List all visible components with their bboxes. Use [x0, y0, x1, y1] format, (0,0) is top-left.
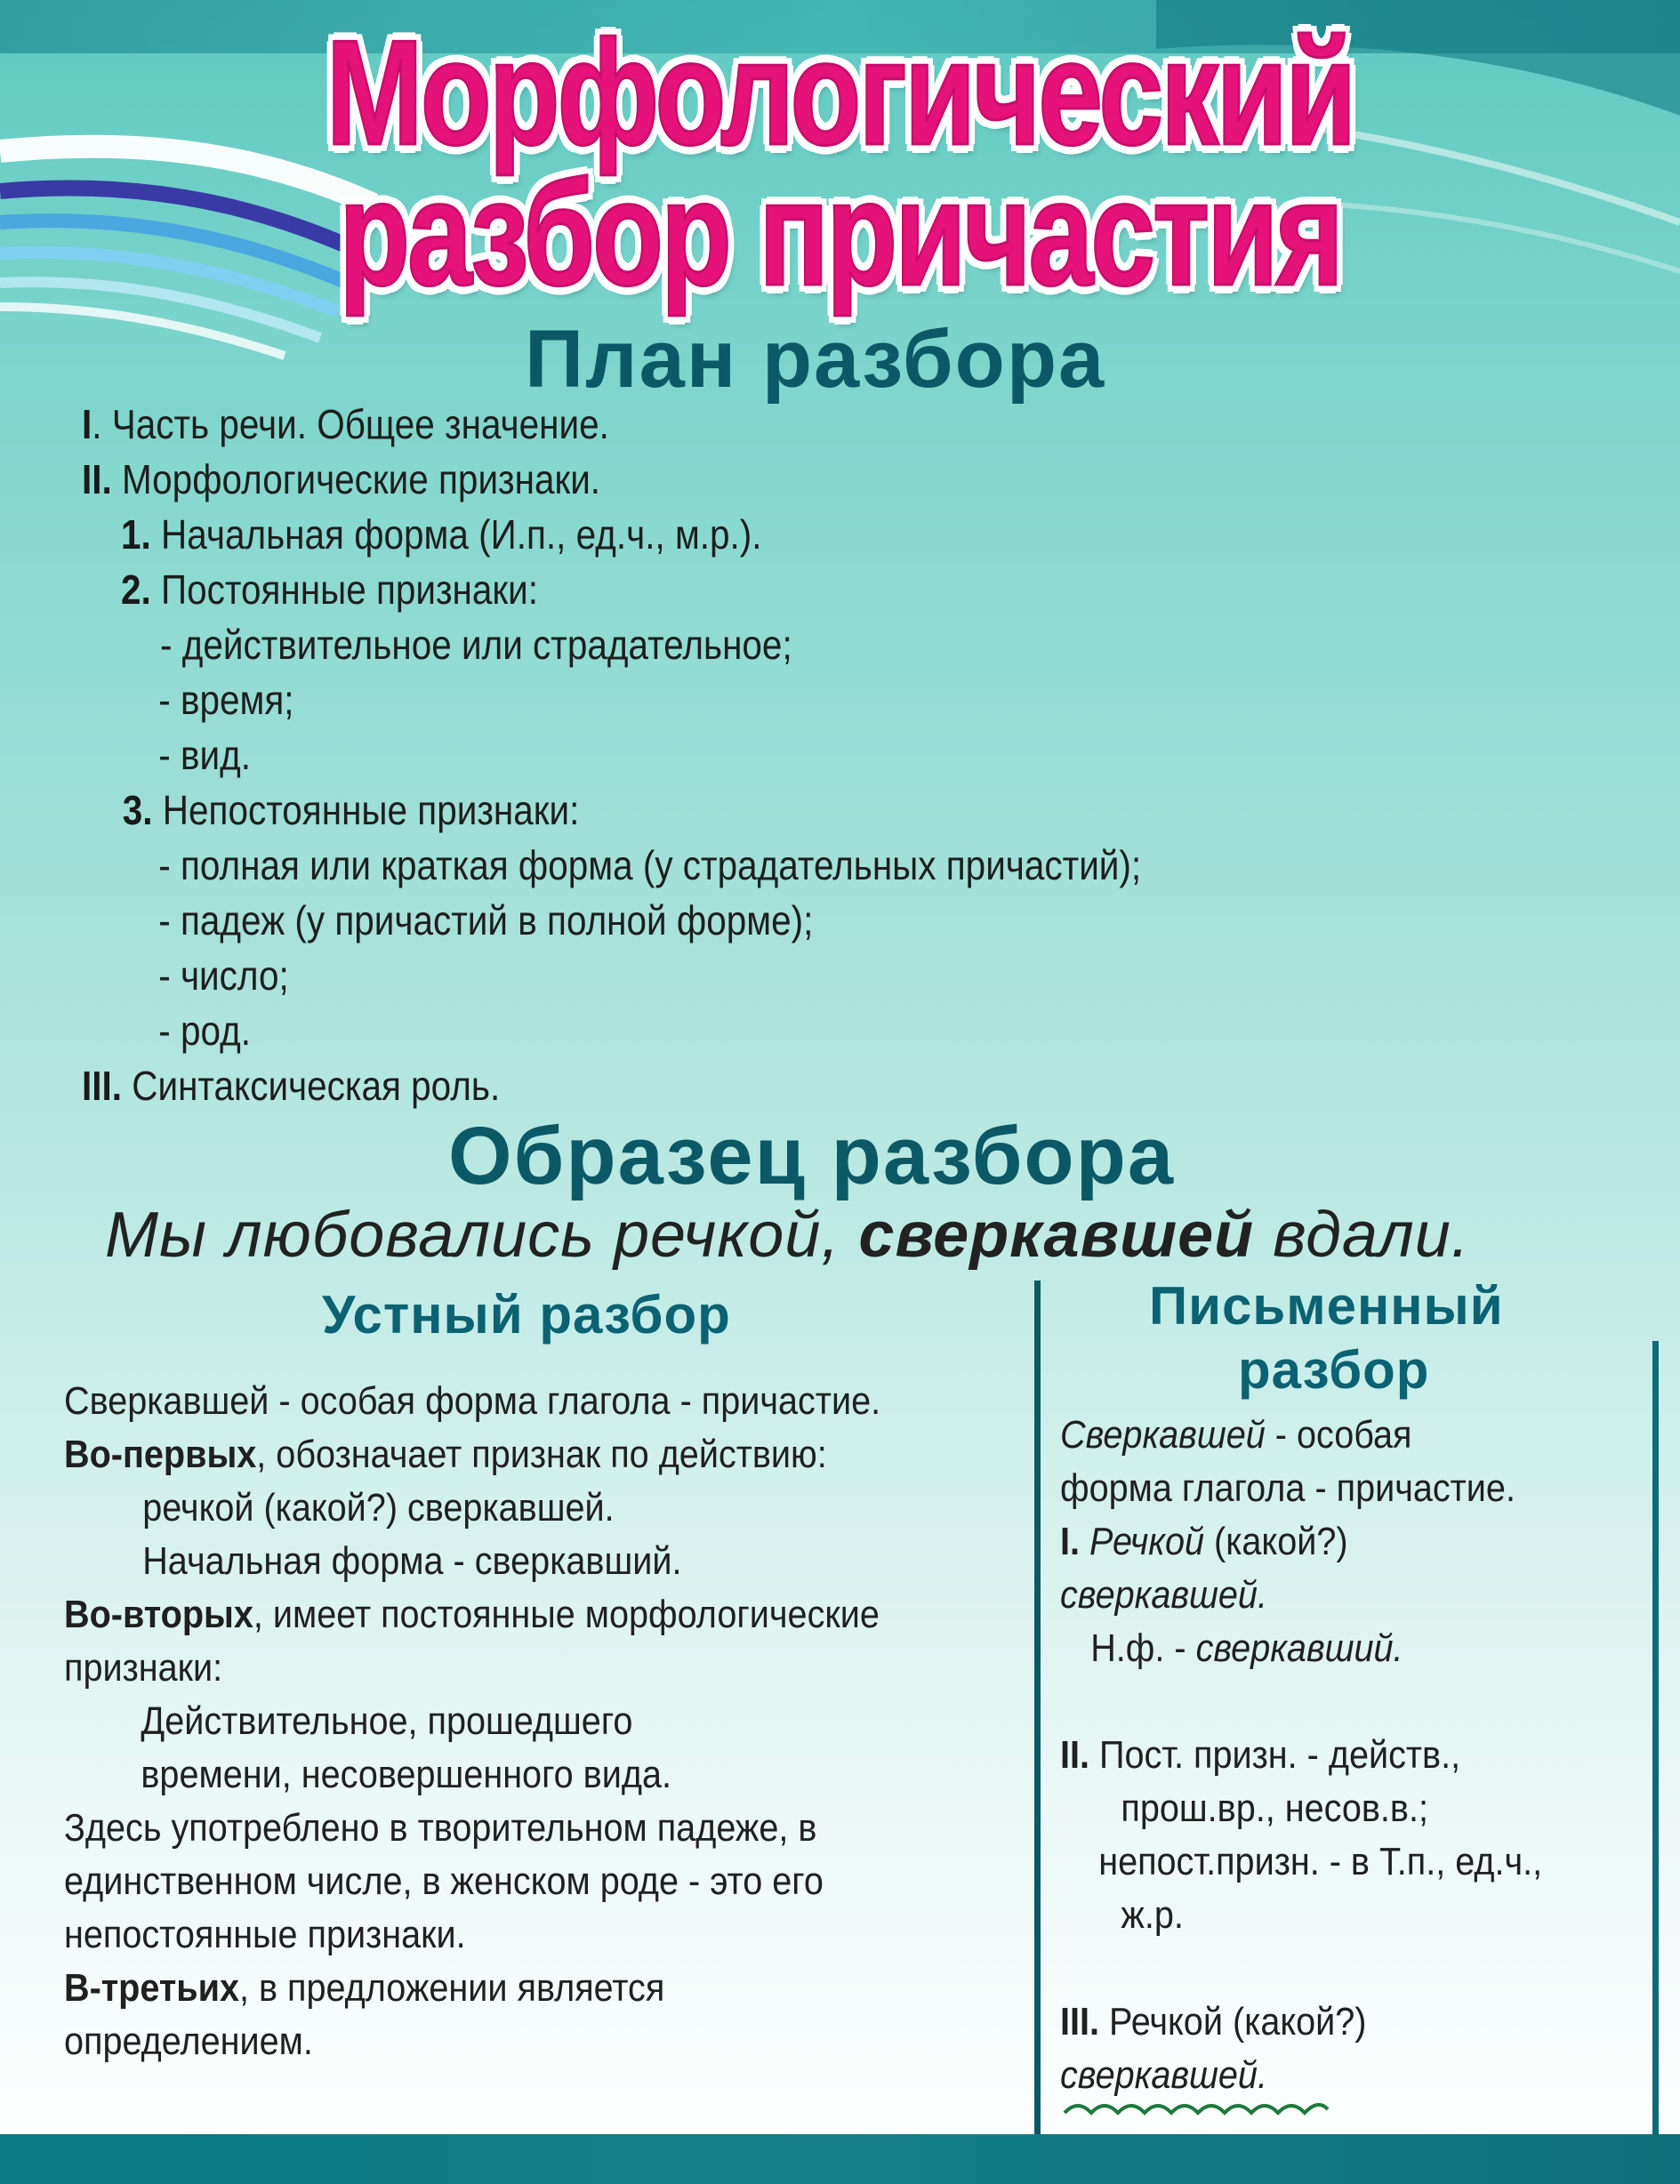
right-border: [1652, 1341, 1659, 2141]
page-title-line-2: разбор причастия: [339, 149, 1341, 317]
plan-subitem: - число;: [158, 952, 289, 999]
column-divider: [1034, 1281, 1041, 2134]
plan-item-2: II. Морфологические признаки.: [82, 456, 601, 502]
wavy-underline: [1063, 2097, 1330, 2124]
page-title-line-1: Морфологический: [326, 9, 1354, 176]
plan-heading: План разбора: [525, 314, 1106, 405]
plan-item-1: I. Часть речи. Общее значение.: [82, 401, 609, 447]
plan-list: [82, 397, 1141, 1113]
sample-heading: Образец разбора: [448, 1111, 1175, 1201]
written-analysis-body: Сверкавшей - особая форма глагола - причастие. I. Речкой (какой?) сверкавшей. Н.ф. - сверкавший. II. Пост. призн. - действ., прош.вр., несов.в.; непост.призн. - в Т.п., ед.ч., ж.р. III. Речкой (какой?) сверкавшей.: [1060, 1413, 1543, 2097]
plan-item-2-2: 2. Постоянные признаки:: [121, 566, 538, 613]
bottom-bar: [0, 2134, 1680, 2184]
oral-analysis-body: Сверкавшей - особая форма глагола - причастие. Во-первых, обозначает признак по действию: речкой (какой?) сверкавшей. Начальная форма - сверкавший. Во-вторых, имеет постоянные морфологические признаки: Действительное, прошедшего времени, несовершенного вида. Здесь употреблено в творительном падеже, в единственном числе, в женском роде - это его непостоянные признаки. В-третьих, в предложении является определением.: [64, 1379, 881, 2063]
plan-subitem: - время;: [158, 677, 294, 723]
sample-sentence-target-word: сверкавшей: [858, 1200, 1255, 1271]
plan-subitem: - полная или краткая форма (у страдательных причастий);: [158, 842, 1142, 888]
plan-subitem: - действительное или страдательное;: [160, 622, 792, 668]
plan-subitem: - падеж (у причастий в полной форме);: [158, 897, 814, 943]
definition-word: сверкавшей.: [1060, 2053, 1267, 2097]
plan-item-2-3: 3. Непостоянные признаки:: [122, 787, 580, 833]
plan-subitem: - род.: [158, 1008, 251, 1054]
oral-analysis-heading: Устный разбор: [322, 1285, 731, 1345]
written-analysis-heading-line-2: разбор: [1238, 1340, 1430, 1400]
plan-item-2-1: 1. Начальная форма (И.п., ед.ч., м.р.).: [121, 511, 762, 558]
written-analysis-heading-line-1: Письменный: [1149, 1276, 1504, 1336]
sample-sentence: Мы любовались речкой, сверкавшей вдали.: [105, 1200, 1470, 1271]
plan-item-3: III. Синтаксическая роль.: [82, 1063, 501, 1109]
plan-subitem: - вид.: [158, 732, 251, 778]
